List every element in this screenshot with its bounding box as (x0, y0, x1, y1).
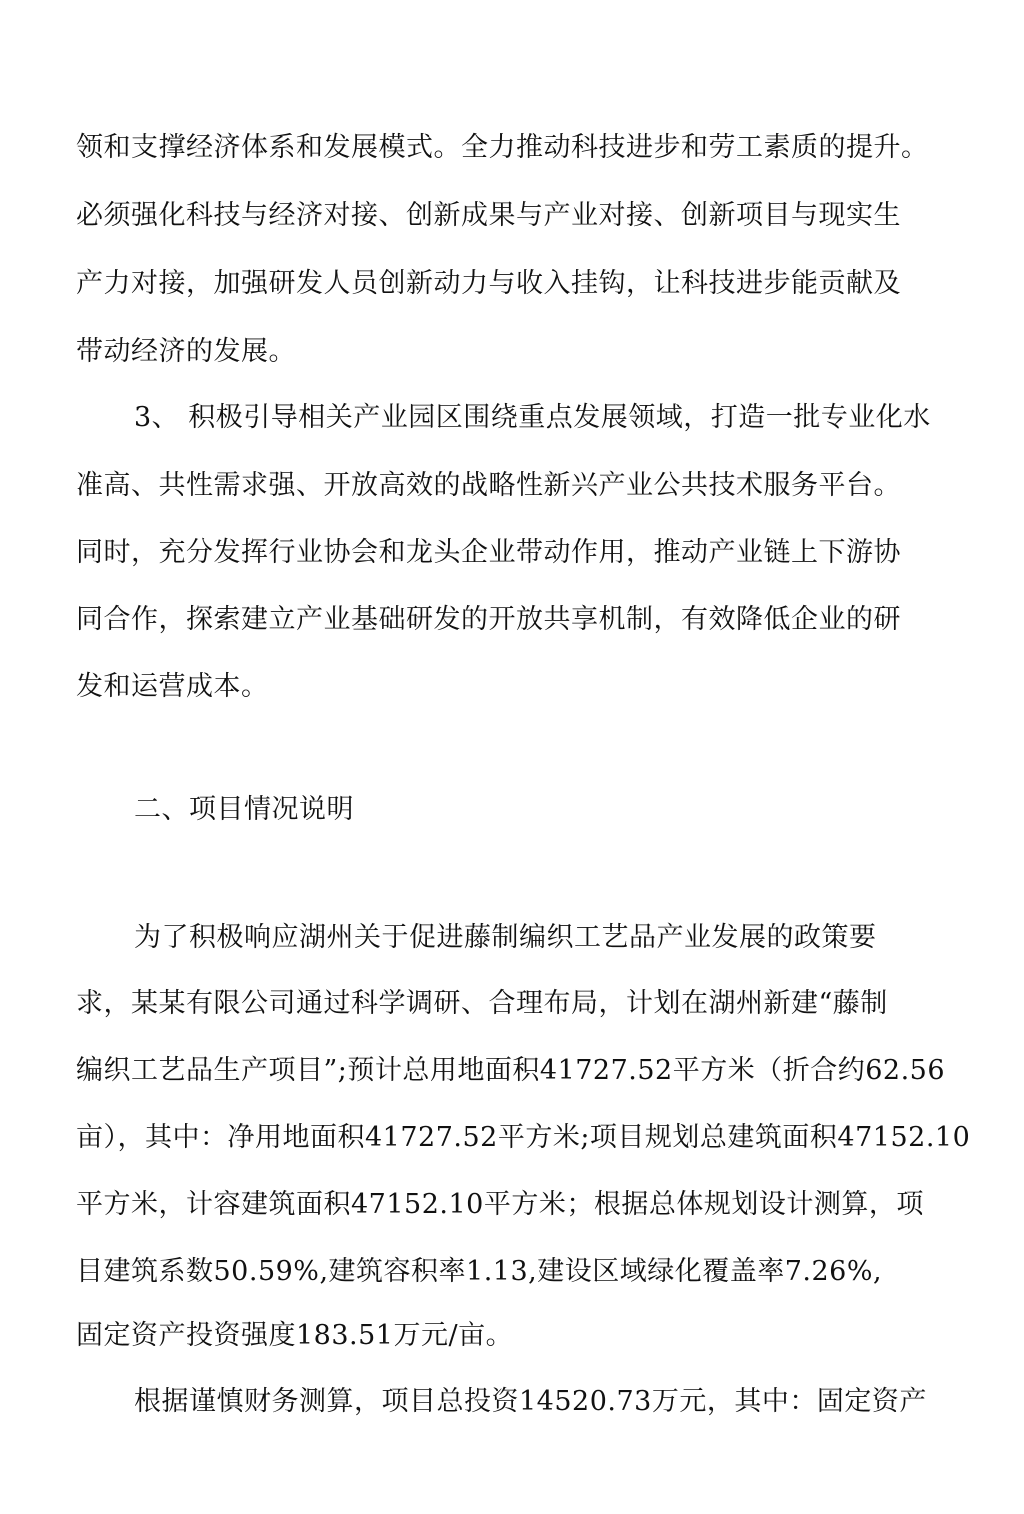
text-line: 准高、共性需求强、开放高效的战略性新兴产业公共技术服务平台。 (76, 470, 901, 501)
text-line: 目建筑系数50.59%,建筑容积率1.13,建设区域绿化覆盖率7.26%, (76, 1256, 883, 1287)
text-line: 为了积极响应湖州关于促进藤制编织工艺品产业发展的政策要 (134, 922, 877, 953)
text-line: 同时，充分发挥行业协会和龙头企业带动作用，推动产业链上下游协 (76, 537, 901, 568)
text-line: 固定资产投资强度183.51万元/亩。 (76, 1320, 514, 1351)
text-line: 发和运营成本。 (76, 671, 269, 702)
text-line: 平方米，计容建筑面积47152.10平方米；根据总体规划设计测算，项 (76, 1189, 924, 1220)
text-line: 产力对接，加强研发人员创新动力与收入挂钩，让科技进步能贡献及 (76, 268, 901, 299)
text-line: 3、 积极引导相关产业园区围绕重点发展领域，打造一批专业化水 (134, 402, 931, 433)
text-line: 必须强化科技与经济对接、创新成果与产业对接、创新项目与现实生 (76, 200, 901, 231)
text-line: 带动经济的发展。 (76, 336, 296, 367)
text-line: 亩），其中：净用地面积41727.52平方米;项目规划总建筑面积47152.10 (76, 1122, 971, 1153)
text-line: 同合作，探索建立产业基础研发的开放共享机制，有效降低企业的研 (76, 604, 901, 635)
text-line: 根据谨慎财务测算，项目总投资14520.73万元，其中：固定资产 (134, 1386, 927, 1417)
text-line: 求，某某有限公司通过科学调研、合理布局，计划在湖州新建“藤制 (76, 988, 888, 1019)
section-heading: 二、项目情况说明 (134, 794, 354, 825)
text-line: 领和支撑经济体系和发展模式。全力推动科技进步和劳工素质的提升。 (76, 132, 929, 163)
text-line: 编织工艺品生产项目”;预计总用地面积41727.52平方米（折合约62.56 (76, 1055, 946, 1086)
